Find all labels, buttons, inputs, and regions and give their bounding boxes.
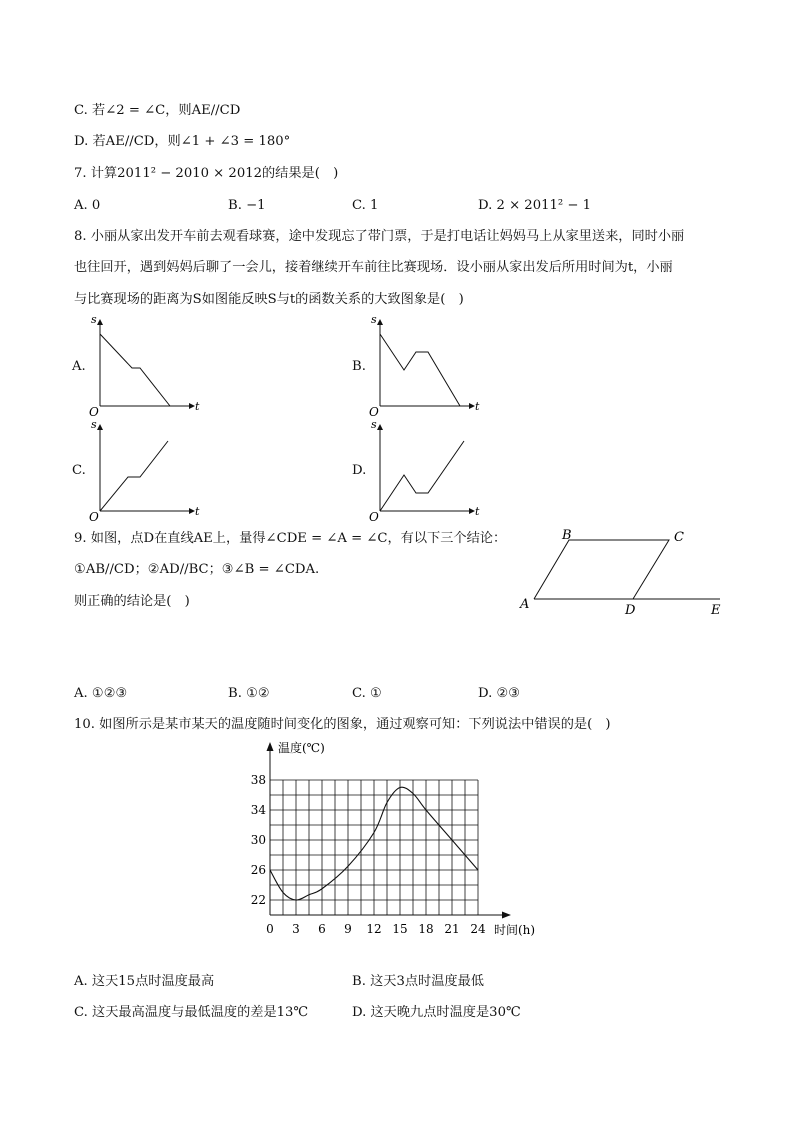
q8-graph-a-x-label: t — [195, 400, 200, 413]
q9-stem-line-2: ①AB//CD；②AD//BC；③∠B = ∠CDA. — [74, 562, 320, 577]
q8-graph-c-origin: O — [89, 510, 99, 524]
q6-option-c: C. 若∠2 = ∠C，则AE//CD — [74, 103, 241, 118]
q7-option-b: B. −1 — [228, 198, 266, 213]
temperature-chart — [240, 738, 540, 943]
x-tick-label: 24 — [470, 922, 486, 936]
q8-graph-b-origin: O — [369, 405, 379, 419]
chart-grid — [270, 780, 478, 915]
q10-option-b: B. 这天3点时温度最低 — [352, 974, 484, 989]
chart-y-axis-title: 温度(℃) — [278, 741, 325, 755]
x-tick-label: 3 — [292, 922, 300, 936]
q8-graph-d-x-label: t — [475, 505, 480, 518]
y-tick-label: 38 — [250, 773, 266, 787]
q8-stem-line-1: 8. 小丽从家出发开车前去观看球赛，途中发现忘了带门票，于是打电话让妈妈马上从家里送来，同时小丽 — [74, 229, 685, 244]
q9-label-c: C — [674, 530, 684, 545]
q7-option-d: D. 2 × 2011² − 1 — [478, 198, 591, 213]
chart-x-axis-title: 时间(h) — [494, 923, 536, 937]
q9-option-b: B. ①② — [228, 686, 270, 701]
q6-option-d: D. 若AE//CD，则∠1 + ∠3 = 180° — [74, 134, 291, 149]
q8-graph-a-curve — [100, 334, 170, 406]
x-tick-label: 9 — [344, 922, 352, 936]
x-tick-label: 0 — [266, 922, 274, 936]
x-tick-label: 21 — [444, 922, 460, 936]
q8-option-a-label: A. — [72, 359, 86, 374]
chart-y-axis-arrow — [267, 742, 274, 751]
q8-graph-b-curve — [380, 334, 460, 406]
q8-graph-d-curve — [380, 441, 464, 511]
x-tick-label: 18 — [418, 922, 434, 936]
q9-stem-line-3: 则正确的结论是( ) — [74, 594, 190, 609]
q10-option-a: A. 这天15点时温度最高 — [74, 974, 215, 989]
q8-graph-c — [84, 417, 209, 522]
chart-x-axis-arrow — [502, 912, 511, 919]
q9-label-d: D — [625, 603, 636, 618]
q9-option-c: C. ① — [352, 686, 382, 701]
q9-label-a: A — [520, 597, 530, 612]
y-tick-label: 34 — [250, 803, 266, 817]
x-tick-label: 6 — [318, 922, 326, 936]
q8-graph-c-x-label: t — [195, 505, 200, 518]
q10-option-d: D. 这天晚九点时温度是30℃ — [352, 1005, 521, 1020]
q8-option-d-label: D. — [352, 463, 367, 478]
y-tick-label: 26 — [250, 863, 266, 877]
q9-figure — [515, 525, 730, 620]
q8-graph-a-origin: O — [89, 405, 99, 419]
q8-graph-b — [364, 312, 489, 417]
q10-stem: 10. 如图所示是某市某天的温度随时间变化的图象，通过观察可知：下列说法中错误的是( ) — [74, 717, 611, 732]
y-tick-label: 30 — [250, 833, 266, 847]
q9-label-e: E — [711, 603, 721, 618]
q9-parallelogram — [534, 540, 669, 599]
q7-stem: 7. 计算2011² − 2010 × 2012的结果是( ) — [74, 166, 339, 181]
q8-graph-a-y-label: s — [91, 313, 97, 326]
q9-option-a: A. ①②③ — [74, 686, 128, 701]
q8-stem-line-2: 也往回开，遇到妈妈后聊了一会儿，接着继续开车前往比赛现场．设小丽从家出发后所用时间为t，小丽 — [74, 260, 673, 275]
chart-tick-labels — [251, 773, 486, 936]
q8-option-b-label: B. — [352, 359, 366, 374]
q7-option-a: A. 0 — [74, 198, 101, 213]
q8-graph-d-origin: O — [369, 510, 379, 524]
q8-graph-d — [364, 417, 489, 522]
q9-label-b: B — [562, 528, 572, 543]
q8-graph-b-x-label: t — [475, 400, 480, 413]
q7-option-c: C. 1 — [352, 198, 379, 213]
q10-option-c: C. 这天最高温度与最低温度的差是13℃ — [74, 1005, 309, 1020]
q8-graph-c-curve — [100, 441, 168, 511]
q8-graph-a — [84, 312, 209, 417]
q9-option-d: D. ②③ — [478, 686, 521, 701]
q9-stem-line-1: 9. 如图，点D在直线AE上，量得∠CDE = ∠A = ∠C，有以下三个结论： — [74, 531, 507, 546]
q8-graph-c-y-label: s — [91, 418, 97, 431]
x-tick-label: 15 — [392, 922, 408, 936]
y-tick-label: 22 — [250, 893, 266, 907]
q8-graph-b-y-label: s — [371, 313, 377, 326]
q8-option-c-label: C. — [72, 463, 86, 478]
q8-graph-d-y-label: s — [371, 418, 377, 431]
chart-axes — [267, 742, 512, 919]
q8-stem-line-3: 与比赛现场的距离为S如图能反映S与t的函数关系的大致图象是( ) — [74, 292, 464, 307]
x-tick-label: 12 — [366, 922, 382, 936]
